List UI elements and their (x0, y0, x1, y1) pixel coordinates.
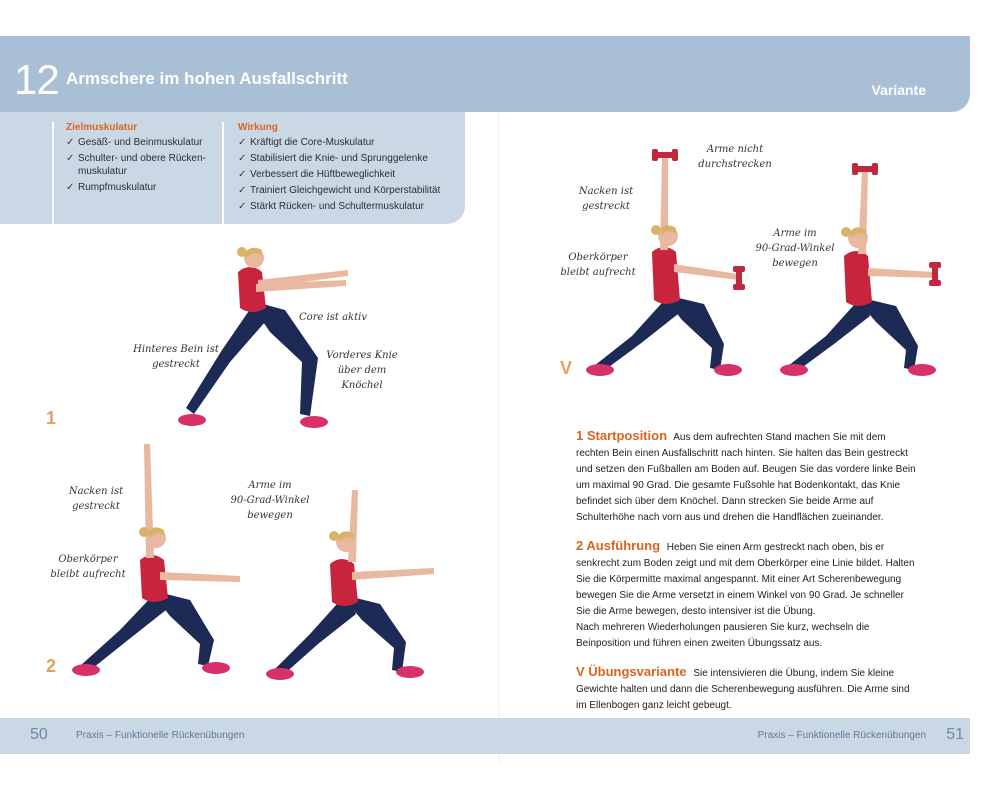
instruction-text (576, 428, 916, 726)
start-position-text: Aus dem aufrechten Stand machen Sie mit dem rechten Bein einen Ausfallschritt nach hinten. Sie halten das Bein gestreckt und setzen den Fußballen am Boden auf. Beugen Sie das vordere linke Bein um maximal 90 Grad. Die gesamte Fußsohle hat Bodenkontakt, das Knie befindet sich über dem Knöchel. Dann strecken Sie beide Arme auf Schulterhöhe nach vorn aus und drehen die Handflächen zueinander. (576, 432, 916, 523)
book-spread (0, 36, 1000, 764)
note-arms-not-straight: Arme nicht durchstrecken (698, 144, 772, 170)
exercise-title: Armschere im hohen Ausfallschritt (66, 69, 348, 88)
list-item: ✓ Schulter- und obere Rücken- muskulatur (66, 152, 222, 178)
exercise-figure-step-1 (170, 240, 360, 440)
effect-column (222, 122, 462, 234)
list-item: ✓ Stabilisiert die Knie- und Sprunggelenke (238, 152, 462, 165)
execution-heading: 2 Ausführung (576, 538, 661, 553)
woman-figure (178, 247, 348, 428)
note-neck-straight: Nacken ist gestreckt (68, 486, 124, 512)
effect-list (238, 136, 462, 213)
note-back-leg-straight: Hinteres Bein ist gestreckt (133, 344, 219, 370)
start-position-paragraph (576, 428, 916, 526)
target-muscles-list (66, 136, 222, 194)
variant-figure-pose-b (776, 158, 956, 388)
list-item: ✓ Kräftigt die Core-Muskulatur (238, 136, 462, 149)
variant-heading: V Übungsvariante (576, 664, 687, 679)
variant-paragraph (576, 664, 916, 714)
variant-text: Sie intensivieren die Übung, indem Sie kleine Gewichte halten und dann die Scherenbewegung ausführen. Die Arme sind im Ellenbogen ganz leicht gebeugt. (576, 668, 910, 711)
start-position-heading: 1 Startposition (576, 428, 668, 443)
execution-text: Heben Sie einen Arm gestreckt nach oben, bis er senkrecht zum Boden zeigt und mit dem Oberkörper eine Linie bildet. Halten Sie die Körpermitte maximal angespannt. Mit einer Art Scherenbewegung bewegen Sie die Arme versetzt in einem Winkel von 90 Grad. Je schneller Sie die Arme bewegen, desto intensiver ist die Übung. (576, 542, 915, 617)
header-bar-left (0, 36, 465, 112)
note-variant-upper-body-upright: Oberkörper bleibt aufrecht (560, 252, 636, 278)
effect-heading: Wirkung (238, 122, 278, 133)
list-item: ✓ Gesäß- und Beinmuskulatur (66, 136, 222, 149)
list-item: ✓ Trainiert Gleichgewicht und Körperstabilität (238, 184, 462, 197)
note-arms-90-degrees: Arme im 90-Grad-Winkel bewegen (230, 480, 310, 521)
list-item: ✓ Rumpfmuskulatur (66, 181, 222, 194)
running-title-right: Praxis – Funktionelle Rückenübungen (757, 730, 926, 741)
info-box (0, 112, 465, 224)
target-muscles-heading: Zielmuskulatur (66, 122, 138, 133)
execution-paragraph (576, 538, 916, 620)
note-core-active: Core ist aktiv (299, 312, 367, 323)
list-item: ✓ Stärkt Rücken- und Schultermuskulatur (238, 200, 462, 213)
step-number-variant: V (560, 358, 573, 378)
note-front-knee: Vorderes Knie über dem Knöchel (326, 350, 398, 391)
running-title-left: Praxis – Funktionelle Rückenübungen (76, 730, 245, 741)
exercise-number: 12 (14, 56, 59, 103)
page-number-left: 50 (30, 726, 48, 743)
target-muscles-column (52, 122, 222, 234)
variant-label: Variante (871, 82, 926, 98)
footer-bar (0, 718, 970, 754)
execution-paragraph-2: Nach mehreren Wiederholungen pausieren Sie kurz, wechseln die Beinposition und führen einen zweiten Übungssatz aus. (576, 622, 870, 649)
page-gutter (498, 36, 502, 764)
step-number-2: 2 (46, 656, 57, 676)
header-bar-right (465, 36, 970, 112)
page-number-right: 51 (946, 726, 964, 743)
step-number-1: 1 (46, 408, 57, 428)
list-item: ✓ Verbessert die Hüftbeweglichkeit (238, 168, 462, 181)
note-variant-arms-90-degrees: Arme im 90-Grad-Winkel bewegen (755, 228, 835, 269)
note-variant-neck-straight: Nacken ist gestreckt (578, 186, 634, 212)
note-upper-body-upright: Oberkörper bleibt aufrecht (50, 554, 126, 580)
